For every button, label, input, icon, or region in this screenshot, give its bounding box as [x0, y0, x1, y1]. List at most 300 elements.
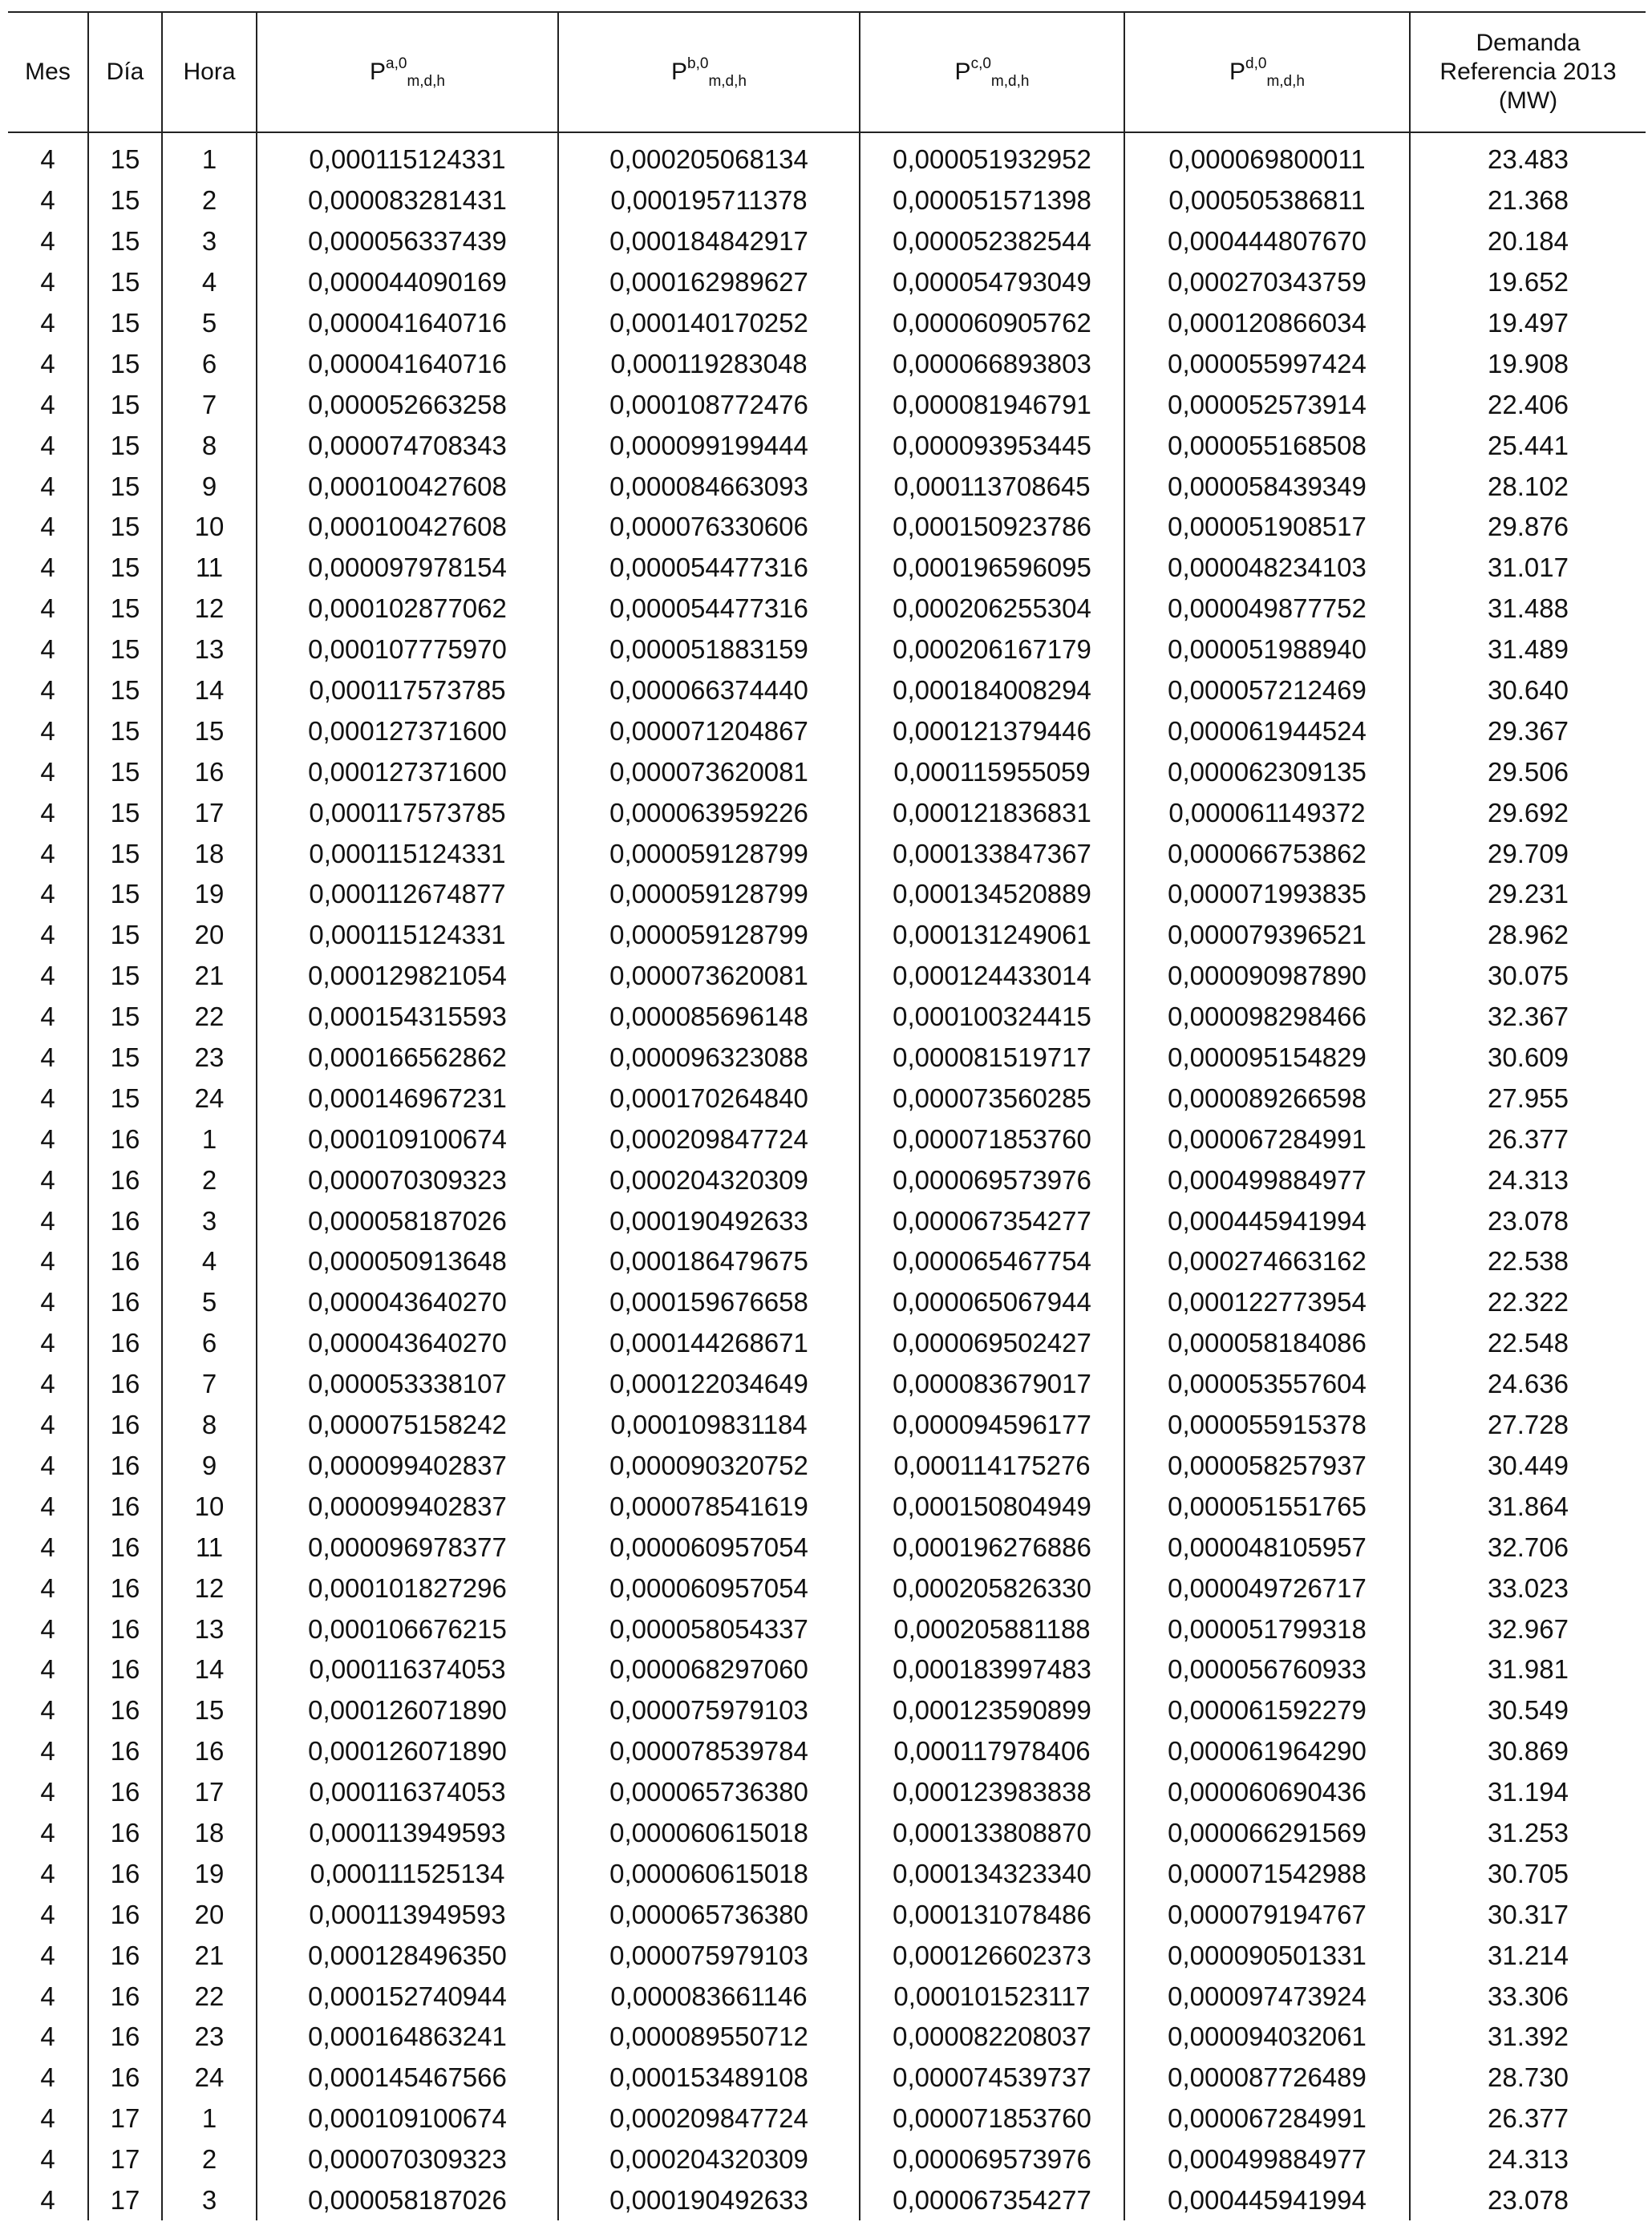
cell-pd: 0,000066753862: [1124, 833, 1410, 874]
cell-demanda: 27.728: [1410, 1405, 1646, 1446]
cell-hora: 1: [162, 140, 257, 180]
cell-pd: 0,000061149372: [1124, 792, 1410, 833]
cell-pa: 0,000115124331: [257, 915, 558, 956]
cell-mes: 4: [40, 879, 55, 909]
cell-pd: 0,000051551765: [1124, 1486, 1410, 1527]
cell-mes: 4: [40, 715, 55, 746]
table-row: [8, 2058, 1646, 2099]
cell-hora: 12: [162, 1568, 257, 1609]
table-header: [8, 12, 1646, 132]
header-mes: Mes: [8, 12, 88, 132]
table-row: [8, 425, 1646, 466]
cell-pa: 0,000164863241: [257, 2017, 558, 2058]
cell-pa: 0,000050913648: [257, 1241, 558, 1282]
cell-mes: 4: [40, 1328, 55, 1358]
cell-pa: 0,000152740944: [257, 1976, 558, 2017]
table-row: [8, 1568, 1646, 1609]
cell-pd: 0,000079194767: [1124, 1894, 1410, 1935]
cell-pa: 0,000099402837: [257, 1486, 558, 1527]
cell-demanda: 31.489: [1410, 629, 1646, 670]
cell-dia: 16: [88, 1853, 162, 1894]
cell-pc: 0,000206255304: [860, 589, 1124, 629]
cell-pc: 0,000093953445: [860, 425, 1124, 466]
cell-mes: 4: [40, 1736, 55, 1767]
cell-hora: 13: [162, 1609, 257, 1649]
cell-hora: 23: [162, 2017, 257, 2058]
cell-pa: 0,000056337439: [257, 221, 558, 262]
cell-pb: 0,000085696148: [558, 997, 860, 1038]
cell-mes: 4: [40, 2062, 55, 2093]
cell-pb: 0,000084663093: [558, 466, 860, 507]
cell-pb: 0,000060615018: [558, 1813, 860, 1854]
cell-demanda: 23.078: [1410, 2180, 1646, 2221]
cell-pb: 0,000060957054: [558, 1527, 860, 1568]
cell-pd: 0,000098298466: [1124, 997, 1410, 1038]
cell-hora: 7: [162, 384, 257, 425]
cell-demanda: 31.864: [1410, 1486, 1646, 1527]
cell-hora: 3: [162, 1200, 257, 1241]
table-row: [8, 629, 1646, 670]
cell-pc: 0,000069573976: [860, 2139, 1124, 2180]
cell-demanda: 28.102: [1410, 466, 1646, 507]
cell-demanda: 22.322: [1410, 1282, 1646, 1323]
cell-pb: 0,000076330606: [558, 507, 860, 548]
cell-pb: 0,000144268671: [558, 1323, 860, 1364]
cell-pc: 0,000205881188: [860, 1609, 1124, 1649]
cell-dia: 15: [88, 221, 162, 262]
cell-demanda: 31.017: [1410, 548, 1646, 589]
cell-pc: 0,000071853760: [860, 2099, 1124, 2139]
cell-pa: 0,000113949593: [257, 1894, 558, 1935]
cell-pb: 0,000051883159: [558, 629, 860, 670]
cell-dia: 15: [88, 548, 162, 589]
cell-pc: 0,000065467754: [860, 1241, 1124, 1282]
cell-pd: 0,000444807670: [1124, 221, 1410, 262]
cell-dia: 17: [88, 2180, 162, 2221]
table-row: [8, 507, 1646, 548]
cell-pb: 0,000071204867: [558, 710, 860, 751]
cell-demanda: 19.652: [1410, 262, 1646, 303]
cell-pc: 0,000121379446: [860, 710, 1124, 751]
cell-mes: 4: [40, 1572, 55, 1603]
cell-hora: 11: [162, 1527, 257, 1568]
cell-pc: 0,000196596095: [860, 548, 1124, 589]
cell-demanda: 31.488: [1410, 589, 1646, 629]
cell-dia: 15: [88, 670, 162, 711]
cell-mes: 4: [40, 1940, 55, 1970]
cell-dia: 16: [88, 1813, 162, 1854]
cell-hora: 8: [162, 425, 257, 466]
cell-mes: 4: [40, 1777, 55, 1807]
cell-pb: 0,000209847724: [558, 2099, 860, 2139]
cell-pd: 0,000090501331: [1124, 1935, 1410, 1976]
cell-pa: 0,000053338107: [257, 1364, 558, 1405]
cell-pa: 0,000058187026: [257, 1200, 558, 1241]
table-row: [8, 1935, 1646, 1976]
cell-pc: 0,000081519717: [860, 1038, 1124, 1079]
cell-mes: 4: [40, 1654, 55, 1685]
table-row: [8, 1609, 1646, 1649]
cell-pd: 0,000067284991: [1124, 1119, 1410, 1160]
cell-pb: 0,000190492633: [558, 2180, 860, 2221]
cell-demanda: 31.214: [1410, 1935, 1646, 1976]
cell-mes: 4: [40, 961, 55, 991]
cell-pd: 0,000061944524: [1124, 710, 1410, 751]
cell-pb: 0,000089550712: [558, 2017, 860, 2058]
cell-pd: 0,000051799318: [1124, 1609, 1410, 1649]
cell-dia: 16: [88, 1568, 162, 1609]
cell-demanda: 30.549: [1410, 1690, 1646, 1731]
cell-mes: 4: [40, 838, 55, 868]
cell-mes: 4: [40, 1899, 55, 1929]
cell-pc: 0,000067354277: [860, 2180, 1124, 2221]
header-demanda: Demanda Referencia 2013 (MW): [1410, 12, 1646, 132]
cell-dia: 15: [88, 915, 162, 956]
cell-pa: 0,000117573785: [257, 792, 558, 833]
cell-demanda: 27.955: [1410, 1078, 1646, 1119]
table-row: [8, 1405, 1646, 1446]
cell-hora: 24: [162, 1078, 257, 1119]
cell-pa: 0,000074708343: [257, 425, 558, 466]
cell-pc: 0,000081946791: [860, 384, 1124, 425]
header-pa: P$^{a,0}_{m,d,h}$: [257, 12, 558, 132]
cell-demanda: 32.706: [1410, 1527, 1646, 1568]
cell-pb: 0,000078539784: [558, 1731, 860, 1772]
cell-hora: 15: [162, 1690, 257, 1731]
cell-hora: 9: [162, 1446, 257, 1487]
cell-pd: 0,000061592279: [1124, 1690, 1410, 1731]
cell-pc: 0,000124433014: [860, 956, 1124, 997]
cell-demanda: 29.692: [1410, 792, 1646, 833]
cell-pc: 0,000069573976: [860, 1160, 1124, 1200]
cell-hora: 19: [162, 1853, 257, 1894]
table-row: [8, 833, 1646, 874]
cell-pd: 0,000087726489: [1124, 2058, 1410, 2099]
cell-mes: 4: [40, 1246, 55, 1277]
header-pb: P$^{b,0}_{m,d,h}$: [558, 12, 860, 132]
cell-pa: 0,000126071890: [257, 1690, 558, 1731]
cell-hora: 21: [162, 956, 257, 997]
cell-dia: 16: [88, 1935, 162, 1976]
cell-demanda: 24.313: [1410, 2139, 1646, 2180]
cell-pb: 0,000066374440: [558, 670, 860, 711]
table-row: [8, 466, 1646, 507]
cell-mes: 4: [40, 1491, 55, 1521]
table-row: [8, 1364, 1646, 1405]
cell-pa: 0,000146967231: [257, 1078, 558, 1119]
cell-dia: 15: [88, 997, 162, 1038]
cell-pa: 0,000100427608: [257, 507, 558, 548]
cell-dia: 16: [88, 1446, 162, 1487]
cell-hora: 15: [162, 710, 257, 751]
cell-pc: 0,000133808870: [860, 1813, 1124, 1854]
cell-pd: 0,000079396521: [1124, 915, 1410, 956]
cell-pa: 0,000070309323: [257, 2139, 558, 2180]
cell-pa: 0,000127371600: [257, 751, 558, 792]
table-row: [8, 874, 1646, 915]
cell-pc: 0,000117978406: [860, 1731, 1124, 1772]
cell-pd: 0,000071993835: [1124, 874, 1410, 915]
cell-dia: 15: [88, 262, 162, 303]
cell-mes: 4: [40, 471, 55, 501]
cell-demanda: 25.441: [1410, 425, 1646, 466]
table-row: [8, 792, 1646, 833]
table-row: [8, 2180, 1646, 2221]
cell-pa: 0,000127371600: [257, 710, 558, 751]
cell-dia: 15: [88, 629, 162, 670]
cell-dia: 15: [88, 792, 162, 833]
hourly-profile-table: [8, 11, 1646, 2220]
cell-pc: 0,000051932952: [860, 140, 1124, 180]
cell-mes: 4: [40, 756, 55, 787]
cell-pb: 0,000075979103: [558, 1690, 860, 1731]
cell-pc: 0,000101523117: [860, 1976, 1124, 2017]
cell-dia: 16: [88, 1527, 162, 1568]
table-row: [8, 751, 1646, 792]
table-row: [8, 262, 1646, 303]
cell-demanda: 32.367: [1410, 997, 1646, 1038]
cell-pd: 0,000055915378: [1124, 1405, 1410, 1446]
cell-pd: 0,000058184086: [1124, 1323, 1410, 1364]
header-spacer-row: [8, 132, 1646, 140]
cell-dia: 16: [88, 1119, 162, 1160]
cell-dia: 16: [88, 2058, 162, 2099]
cell-demanda: 21.368: [1410, 180, 1646, 221]
cell-pa: 0,000112674877: [257, 874, 558, 915]
table-row: [8, 1649, 1646, 1690]
cell-pc: 0,000113708645: [860, 466, 1124, 507]
cell-pd: 0,000069800011: [1124, 140, 1410, 180]
cell-pb: 0,000063959226: [558, 792, 860, 833]
table-row: [8, 670, 1646, 711]
cell-pa: 0,000117573785: [257, 670, 558, 711]
cell-hora: 2: [162, 2139, 257, 2180]
cell-pd: 0,000067284991: [1124, 2099, 1410, 2139]
cell-pb: 0,000186479675: [558, 1241, 860, 1282]
cell-pc: 0,000100324415: [860, 997, 1124, 1038]
cell-hora: 6: [162, 343, 257, 384]
cell-mes: 4: [40, 1369, 55, 1399]
cell-pb: 0,000108772476: [558, 384, 860, 425]
cell-hora: 11: [162, 548, 257, 589]
cell-pb: 0,000170264840: [558, 1078, 860, 1119]
cell-pc: 0,000082208037: [860, 2017, 1124, 2058]
table-row: [8, 710, 1646, 751]
cell-dia: 15: [88, 466, 162, 507]
cell-pc: 0,000184008294: [860, 670, 1124, 711]
cell-pa: 0,000107775970: [257, 629, 558, 670]
cell-pd: 0,000499884977: [1124, 2139, 1410, 2180]
cell-pa: 0,000101827296: [257, 1568, 558, 1609]
cell-mes: 4: [40, 920, 55, 950]
cell-pc: 0,000196276886: [860, 1527, 1124, 1568]
cell-demanda: 30.317: [1410, 1894, 1646, 1935]
cell-dia: 15: [88, 507, 162, 548]
cell-dia: 16: [88, 1241, 162, 1282]
cell-dia: 16: [88, 1323, 162, 1364]
cell-pa: 0,000075158242: [257, 1405, 558, 1446]
cell-pa: 0,000052663258: [257, 384, 558, 425]
cell-pd: 0,000051988940: [1124, 629, 1410, 670]
cell-hora: 6: [162, 1323, 257, 1364]
cell-pa: 0,000128496350: [257, 1935, 558, 1976]
cell-mes: 4: [40, 1981, 55, 2011]
cell-dia: 15: [88, 589, 162, 629]
table-row: [8, 384, 1646, 425]
cell-mes: 4: [40, 185, 55, 216]
cell-pa: 0,000115124331: [257, 833, 558, 874]
table-row: [8, 1200, 1646, 1241]
cell-pa: 0,000116374053: [257, 1649, 558, 1690]
cell-mes: 4: [40, 348, 55, 378]
cell-pb: 0,000162989627: [558, 262, 860, 303]
table-row: [8, 1731, 1646, 1772]
cell-dia: 15: [88, 1078, 162, 1119]
table-row: [8, 343, 1646, 384]
cell-pb: 0,000204320309: [558, 2139, 860, 2180]
cell-hora: 10: [162, 1486, 257, 1527]
cell-pa: 0,000058187026: [257, 2180, 558, 2221]
table-row: [8, 1160, 1646, 1200]
cell-pa: 0,000145467566: [257, 2058, 558, 2099]
cell-pd: 0,000049726717: [1124, 1568, 1410, 1609]
cell-hora: 9: [162, 466, 257, 507]
cell-pa: 0,000070309323: [257, 1160, 558, 1200]
cell-mes: 4: [40, 430, 55, 460]
cell-hora: 20: [162, 915, 257, 956]
cell-pd: 0,000055997424: [1124, 343, 1410, 384]
cell-hora: 10: [162, 507, 257, 548]
table-row: [8, 221, 1646, 262]
cell-pc: 0,000071853760: [860, 1119, 1124, 1160]
cell-pc: 0,000083679017: [860, 1364, 1124, 1405]
cell-dia: 16: [88, 1649, 162, 1690]
cell-pd: 0,000055168508: [1124, 425, 1410, 466]
cell-hora: 20: [162, 1894, 257, 1935]
cell-pc: 0,000126602373: [860, 1935, 1124, 1976]
cell-pc: 0,000052382544: [860, 221, 1124, 262]
cell-dia: 16: [88, 2017, 162, 2058]
cell-pc: 0,000054793049: [860, 262, 1124, 303]
cell-mes: 4: [40, 1123, 55, 1154]
table-row: [8, 303, 1646, 344]
cell-pa: 0,000041640716: [257, 303, 558, 344]
cell-pb: 0,000195711378: [558, 180, 860, 221]
cell-pd: 0,000120866034: [1124, 303, 1410, 344]
table-row: [8, 1241, 1646, 1282]
table-row: [8, 1078, 1646, 1119]
cell-pc: 0,000133847367: [860, 833, 1124, 874]
cell-hora: 3: [162, 221, 257, 262]
table-row: [8, 1323, 1646, 1364]
cell-pd: 0,000052573914: [1124, 384, 1410, 425]
cell-pb: 0,000090320752: [558, 1446, 860, 1487]
cell-pa: 0,000111525134: [257, 1853, 558, 1894]
cell-dia: 15: [88, 140, 162, 180]
cell-hora: 3: [162, 2180, 257, 2221]
cell-demanda: 24.636: [1410, 1364, 1646, 1405]
cell-pb: 0,000140170252: [558, 303, 860, 344]
cell-demanda: 26.377: [1410, 1119, 1646, 1160]
cell-mes: 4: [40, 1695, 55, 1726]
cell-dia: 15: [88, 425, 162, 466]
cell-mes: 4: [40, 1532, 55, 1562]
cell-demanda: 30.869: [1410, 1731, 1646, 1772]
cell-pb: 0,000184842917: [558, 221, 860, 262]
cell-demanda: 22.548: [1410, 1323, 1646, 1364]
cell-pd: 0,000270343759: [1124, 262, 1410, 303]
cell-mes: 4: [40, 308, 55, 338]
cell-demanda: 22.406: [1410, 384, 1646, 425]
cell-pd: 0,000090987890: [1124, 956, 1410, 997]
cell-hora: 24: [162, 2058, 257, 2099]
cell-pd: 0,000057212469: [1124, 670, 1410, 711]
cell-dia: 16: [88, 1405, 162, 1446]
cell-pb: 0,000060615018: [558, 1853, 860, 1894]
cell-pa: 0,000096978377: [257, 1527, 558, 1568]
cell-pa: 0,000044090169: [257, 262, 558, 303]
cell-pa: 0,000102877062: [257, 589, 558, 629]
cell-hora: 16: [162, 1731, 257, 1772]
cell-demanda: 30.705: [1410, 1853, 1646, 1894]
cell-dia: 16: [88, 1609, 162, 1649]
cell-hora: 5: [162, 1282, 257, 1323]
cell-pd: 0,000094032061: [1124, 2017, 1410, 2058]
cell-pb: 0,000059128799: [558, 874, 860, 915]
cell-pa: 0,000099402837: [257, 1446, 558, 1487]
cell-demanda: 22.538: [1410, 1241, 1646, 1282]
cell-mes: 4: [40, 389, 55, 419]
cell-dia: 16: [88, 1200, 162, 1241]
cell-demanda: 29.876: [1410, 507, 1646, 548]
cell-pa: 0,000126071890: [257, 1731, 558, 1772]
header-pd: P$^{d,0}_{m,d,h}$: [1124, 12, 1410, 132]
cell-pb: 0,000205068134: [558, 140, 860, 180]
table-row: [8, 589, 1646, 629]
cell-hora: 1: [162, 2099, 257, 2139]
cell-pd: 0,000505386811: [1124, 180, 1410, 221]
table-row: [8, 2099, 1646, 2139]
cell-pb: 0,000068297060: [558, 1649, 860, 1690]
cell-pb: 0,000159676658: [558, 1282, 860, 1323]
cell-pc: 0,000150804949: [860, 1486, 1124, 1527]
cell-pc: 0,000134323340: [860, 1853, 1124, 1894]
cell-pd: 0,000499884977: [1124, 1160, 1410, 1200]
cell-mes: 4: [40, 1205, 55, 1236]
cell-mes: 4: [40, 2103, 55, 2134]
cell-pb: 0,000122034649: [558, 1364, 860, 1405]
cell-mes: 4: [40, 552, 55, 583]
cell-pb: 0,000190492633: [558, 1200, 860, 1241]
cell-pc: 0,000131249061: [860, 915, 1124, 956]
cell-pc: 0,000131078486: [860, 1894, 1124, 1935]
table-row: [8, 1486, 1646, 1527]
cell-pc: 0,000051571398: [860, 180, 1124, 221]
cell-pc: 0,000150923786: [860, 507, 1124, 548]
cell-pc: 0,000069502427: [860, 1323, 1124, 1364]
cell-demanda: 19.908: [1410, 343, 1646, 384]
cell-hora: 7: [162, 1364, 257, 1405]
table-row: [8, 1038, 1646, 1079]
table-row: [8, 1446, 1646, 1487]
cell-pa: 0,000115124331: [257, 140, 558, 180]
cell-demanda: 23.078: [1410, 1200, 1646, 1241]
header-dia: Día: [88, 12, 162, 132]
table-row: [8, 1119, 1646, 1160]
cell-pb: 0,000073620081: [558, 956, 860, 997]
cell-pa: 0,000100427608: [257, 466, 558, 507]
cell-pa: 0,000041640716: [257, 343, 558, 384]
